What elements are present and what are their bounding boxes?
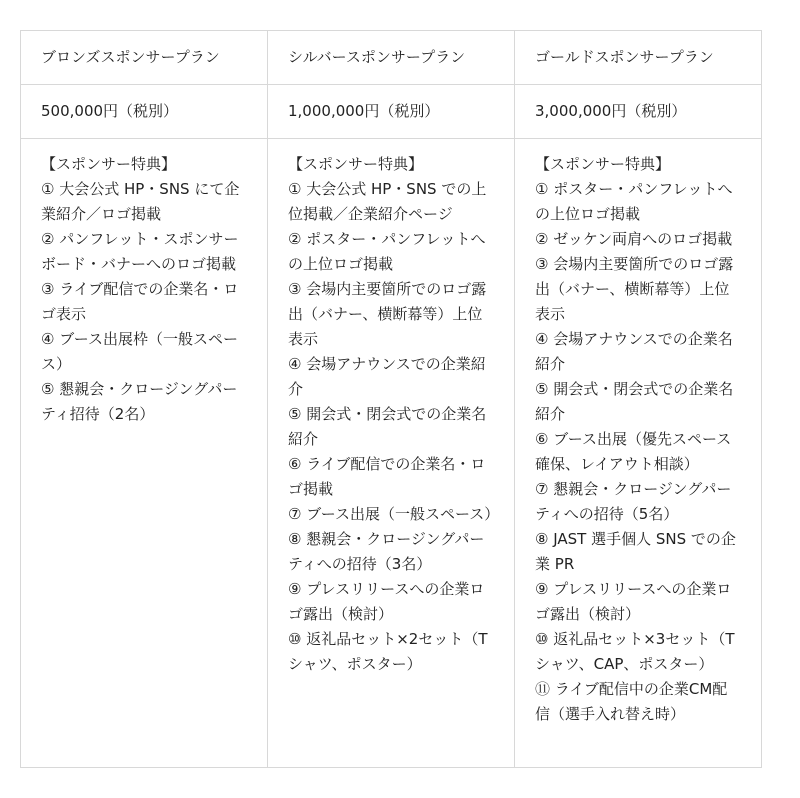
plan-benefits-silver (268, 139, 515, 768)
benefit-item: ⑨ プレスリリースへの企業ロゴ露出（検討） (535, 580, 732, 623)
benefit-item: ⑦ 懇親会・クロージングパーティへの招待（5名） (535, 480, 732, 523)
benefit-item: ⑩ 返礼品セット×3セット（Tシャツ、CAP、ポスター） (535, 630, 735, 673)
benefit-item: ⑤ 懇親会・クロージングパーティ招待（2名） (41, 380, 238, 423)
benefit-item: ⑦ ブース出展（一般スペース） (288, 505, 500, 523)
benefit-item: ⑤ 開会式・閉会式での企業名紹介 (288, 405, 487, 448)
plan-benefits-gold (515, 139, 762, 768)
benefit-item: ③ ライブ配信での企業名・ロゴ表示 (41, 280, 239, 323)
benefit-item: ⑤ 開会式・閉会式での企業名紹介 (535, 380, 734, 423)
benefit-item: ④ 会場アナウンスでの企業名紹介 (535, 330, 733, 373)
plan-name-silver: シルバースポンサープラン (268, 31, 515, 85)
benefits-heading: 【スポンサー特典】 (288, 155, 424, 173)
benefits-heading: 【スポンサー特典】 (41, 155, 177, 173)
benefit-item: ② ゼッケン両肩へのロゴ掲載 (535, 230, 733, 248)
benefit-item: ③ 会場内主要箇所でのロゴ露出（バナー、横断幕等）上位表示 (288, 280, 487, 348)
benefit-item: ② パンフレット・スポンサーボード・バナーへのロゴ掲載 (41, 230, 239, 273)
benefit-item: ① ポスター・パンフレットへの上位ロゴ掲載 (535, 180, 733, 223)
plan-price-bronze: 500,000円（税別） (21, 85, 268, 139)
benefit-item: ③ 会場内主要箇所でのロゴ露出（バナー、横断幕等）上位表示 (535, 255, 734, 323)
benefit-item: ① 大会公式 HP・SNS にて企業紹介／ロゴ掲載 (41, 180, 240, 223)
benefits-heading: 【スポンサー特典】 (535, 155, 671, 173)
plan-price-gold: 3,000,000円（税別） (515, 85, 762, 139)
plan-benefits-row (21, 139, 762, 768)
benefit-item: ② ポスター・パンフレットへの上位ロゴ掲載 (288, 230, 486, 273)
benefit-item: ⑨ プレスリリースへの企業ロゴ露出（検討） (288, 580, 485, 623)
benefit-item: ⑪ ライブ配信中の企業CM配信（選手入れ替え時） (535, 680, 728, 723)
benefit-item: ⑩ 返礼品セット×2セット（Tシャツ、ポスター） (288, 630, 488, 673)
sponsor-plan-table (20, 30, 762, 768)
plan-name-gold: ゴールドスポンサープラン (515, 31, 762, 85)
benefit-item: ⑥ ブース出展（優先スペース確保、レイアウト相談） (535, 430, 732, 473)
benefit-item: ⑧ JAST 選手個人 SNS での企業 PR (535, 530, 736, 573)
plan-name-bronze: ブロンズスポンサープラン (21, 31, 268, 85)
benefit-item: ⑥ ライブ配信での企業名・ロゴ掲載 (288, 455, 486, 498)
benefit-item: ④ 会場アナウンスでの企業紹介 (288, 355, 486, 398)
benefit-item: ④ ブース出展枠（一般スペース） (41, 330, 239, 373)
benefit-item: ⑧ 懇親会・クロージングパーティへの招待（3名） (288, 530, 485, 573)
plan-name-row (21, 31, 762, 85)
plan-price-row (21, 85, 762, 139)
plan-price-silver: 1,000,000円（税別） (268, 85, 515, 139)
benefit-item: ① 大会公式 HP・SNS での上位掲載／企業紹介ページ (288, 180, 487, 223)
plan-benefits-bronze (21, 139, 268, 768)
